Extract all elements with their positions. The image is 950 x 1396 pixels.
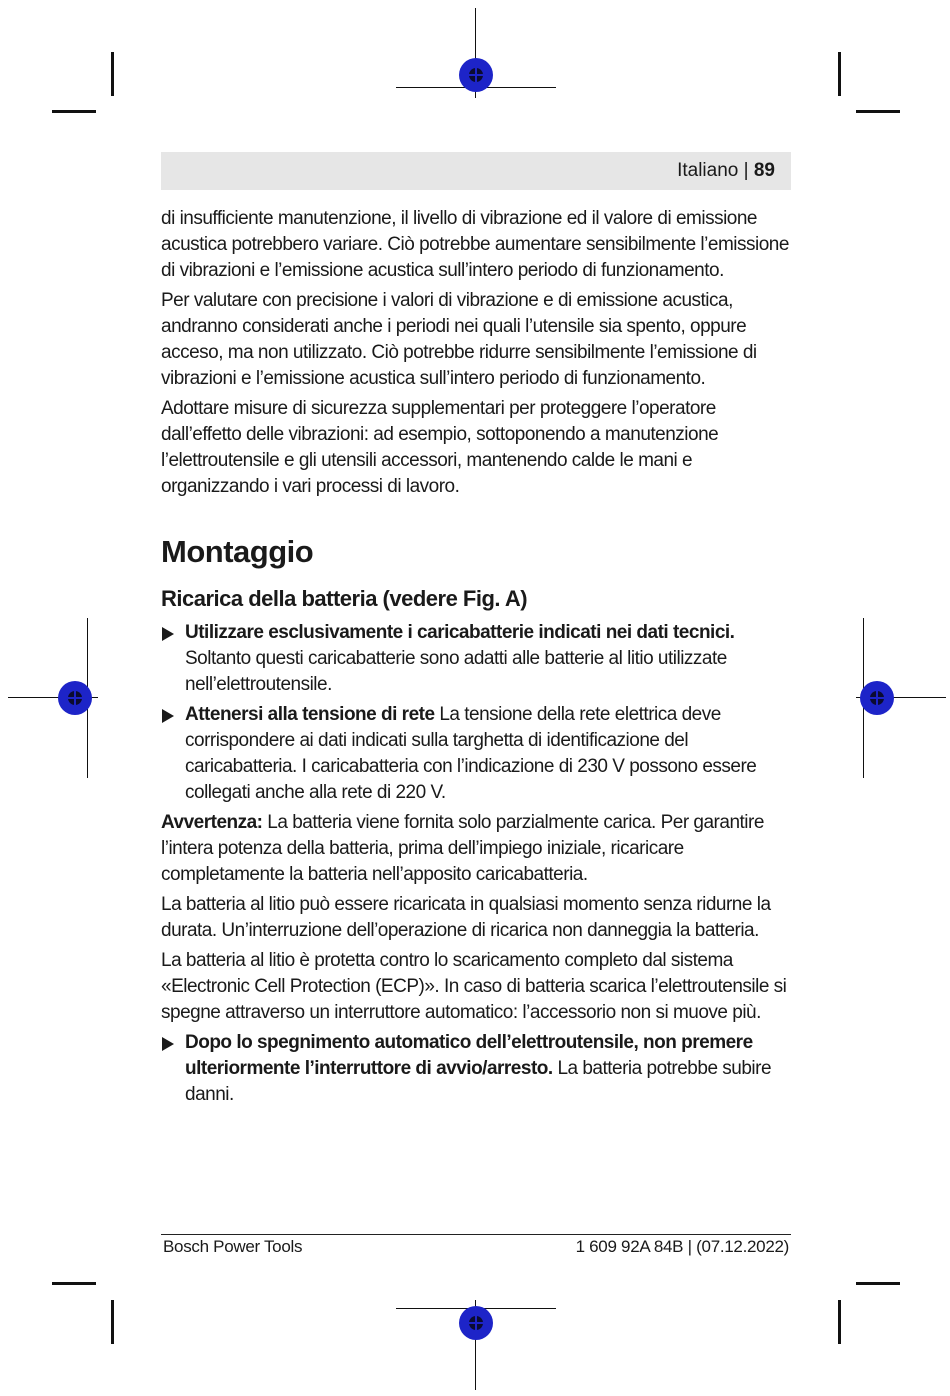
bullet-triangle-icon xyxy=(162,627,174,641)
crop-mark-top-left-horizontal xyxy=(52,110,96,113)
registration-mark-left xyxy=(58,681,92,715)
paragraph-vibration-maintenance: di insufficiente manutenzione, il livello di vibrazione ed il valore di emissione acustica potrebbero variare. Ciò potrebbe aumentare sensibilmente l’emissione di vibrazioni e l’emissione acustica sull’intero periodo di funzionamento. xyxy=(161,208,789,281)
note-text: La batteria viene fornita solo parzialmente carica. Per garantire l’intera potenza della batteria, prima dell’impiego iniziale, ricaricare completamente la batteria nell’apposito caricabatteria. xyxy=(161,812,764,885)
note-label: Avvertenza: xyxy=(161,812,263,833)
note-paragraph xyxy=(161,810,791,888)
header-language: Italiano xyxy=(677,160,739,181)
page-header xyxy=(161,152,791,190)
crop-mark-bottom-left-horizontal xyxy=(52,1282,96,1285)
crop-mark-bottom-right-horizontal xyxy=(856,1282,900,1285)
bullet-triangle-icon xyxy=(162,709,174,723)
paragraph-safety-measures: Adottare misure di sicurezza supplementari per proteggere l’operatore dall’effetto delle vibrazioni: ad esempio, sottoponendo a manutenzione l’elettroutensile e gli utensili accessori, mantenendo calde le mani e organizzando i vari processi di lavoro. xyxy=(161,398,719,497)
bullet-item-voltage xyxy=(161,702,791,806)
crop-mark-top-right-horizontal xyxy=(856,110,900,113)
bullet-voltage-bold: Attenersi alla tensione di rete xyxy=(185,704,435,725)
crop-mark-bottom-left-vertical xyxy=(111,1300,114,1344)
bullet-voltage-text: La tensione della rete elettrica deve corrispondere ai dati indicati sulla targhetta di identificazione del caricabatteria. I caricabatteria con l’indicazione di 230 V possono essere collegati anche alla rete di 220 V. xyxy=(185,704,757,803)
subsection-title: Ricarica della batteria (vedere Fig. A) xyxy=(161,586,528,611)
page-content xyxy=(161,206,791,1112)
registration-mark-right xyxy=(860,681,894,715)
registration-mark-top xyxy=(459,58,493,92)
page-number: 89 xyxy=(753,160,775,181)
crop-mark-top-left-vertical xyxy=(111,52,114,96)
bullet-auto-shutoff-text: La batteria potrebbe subire danni. xyxy=(185,1058,772,1105)
bullet-auto-shutoff-bold: Dopo lo spegnimento automatico dell’elettroutensile, non premere ulteriormente l’interruttore di avvio/arresto. xyxy=(185,1032,753,1079)
bullet-triangle-icon xyxy=(162,1037,174,1051)
paragraph-ecp-protection: La batteria al litio è protetta contro lo scaricamento completo dal sistema «Electronic Cell Protection (ECP)». In caso di batteria scarica l’elettroutensile si spegne attraverso un interruttore automatico: l’accessorio non si muove più. xyxy=(161,950,787,1023)
registration-mark-bottom xyxy=(459,1306,493,1340)
section-title: Montaggio xyxy=(161,534,314,569)
bullet-charger-text: Soltanto questi caricabatterie sono adatti alle batterie al litio utilizzate nell’elettroutensile. xyxy=(185,648,727,695)
footer-publisher: Bosch Power Tools xyxy=(163,1237,303,1256)
bullet-charger-bold: Utilizzare esclusivamente i caricabatterie indicati nei dati tecnici. xyxy=(185,622,735,643)
crop-mark-bottom-right-vertical xyxy=(838,1300,841,1344)
footer-doc-code: 1 609 92A 84B | (07.12.2022) xyxy=(575,1237,789,1256)
paragraph-vibration-evaluation: Per valutare con precisione i valori di vibrazione e di emissione acustica, andranno considerati anche i periodi nei quali l’utensile sia spento, oppure acceso, ma non utilizzato. Ciò potrebbe ridurre sensibilmente l’emissione di vibrazioni e l’emissione acustica sull’intero periodo di funzionamento. xyxy=(161,290,757,389)
crop-mark-top-right-vertical xyxy=(838,52,841,96)
header-separator: | xyxy=(743,160,749,181)
bullet-item-auto-shutoff xyxy=(161,1030,791,1108)
footer-rule xyxy=(161,1234,791,1235)
bullet-item-charger xyxy=(161,620,791,698)
paragraph-lithium-charging: La batteria al litio può essere ricaricata in qualsiasi momento senza ridurne la durata. Un’interruzione dell’operazione di ricarica non danneggia la batteria. xyxy=(161,894,771,941)
